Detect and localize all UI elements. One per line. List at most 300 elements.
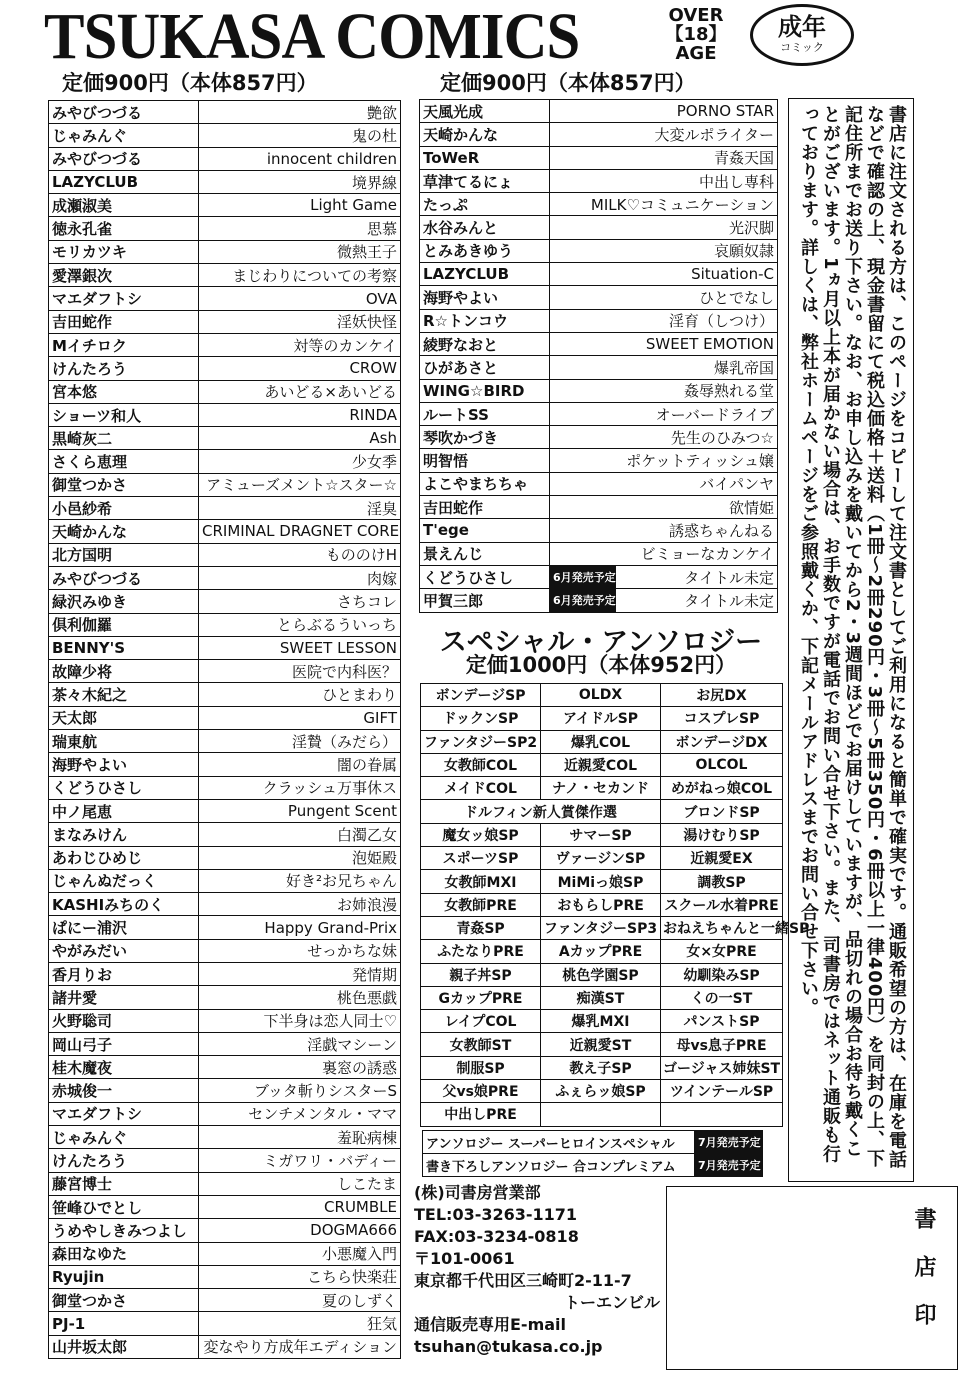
anthology-cell: ドルフィン新人賞傑作選 — [421, 800, 661, 823]
anthology-cell: 湯けむりSP — [661, 823, 783, 846]
anthology-cell: 近親愛ST — [541, 1033, 661, 1056]
title-cell: Happy Grand-Prix — [199, 916, 401, 939]
table-row — [49, 660, 401, 683]
special-anthology-heading: スペシャル・アンソロジー — [439, 627, 763, 658]
company-name: (株)司書房営業部 — [414, 1183, 541, 1202]
author-cell: 成瀬淑美 — [49, 194, 199, 217]
table-row — [49, 101, 401, 124]
table-row — [421, 800, 783, 823]
title-cell: 闇の眷属 — [199, 753, 401, 776]
title-cell: ビミョーなカンケイ — [550, 542, 778, 565]
release-badge: 6月発売予定 — [550, 565, 616, 588]
table-row — [49, 194, 401, 217]
title-cell: 大変ルポライター — [550, 123, 778, 146]
title-cell: とらぶるういっち — [199, 613, 401, 636]
title-cell: 微熱王子 — [199, 240, 401, 263]
table-row — [421, 1080, 783, 1103]
table-row — [49, 846, 401, 869]
author-cell: 茶々木紀之 — [49, 683, 199, 706]
title-cell: タイトル未定 — [616, 565, 778, 588]
title-cell: MILK♡コミュニケーション — [550, 193, 778, 216]
title-cell: 好き²お兄ちゃん — [199, 869, 401, 892]
table-row — [49, 1289, 401, 1312]
author-cell: じゃみんぐ — [49, 1126, 199, 1149]
anthology-cell: スポーツSP — [421, 847, 541, 870]
author-cell: 景えんじ — [420, 542, 550, 565]
over-18-line: 【18】 — [665, 24, 727, 45]
title-cell: 羞恥病棟 — [199, 1126, 401, 1149]
title-cell: innocent children — [199, 147, 401, 170]
anthology-cell: おもらしPRE — [541, 893, 661, 916]
table-row — [49, 566, 401, 589]
anthology-cell: 青姦SP — [421, 916, 541, 939]
anthology-cell: ふたなりPRE — [421, 940, 541, 963]
table-row — [49, 1219, 401, 1242]
title-cell: 淫妖快怪 — [199, 310, 401, 333]
contact-block — [414, 1182, 664, 1358]
author-cell: 北方国明 — [49, 543, 199, 566]
author-cell: 故障少将 — [49, 660, 199, 683]
anthology-cell: OLCOL — [661, 753, 783, 776]
table-row — [49, 497, 401, 520]
anthology-cell: 父vs娘PRE — [421, 1080, 541, 1103]
anthology-cell: お尻DX — [661, 684, 783, 707]
table-row — [49, 357, 401, 380]
author-cell: うめやしきみつよし — [49, 1219, 199, 1242]
title-cell: 対等のカンケイ — [199, 333, 401, 356]
table-row — [49, 1195, 401, 1218]
anthology-cell: 近親愛EX — [661, 847, 783, 870]
title-cell: まじわりについての考察 — [199, 264, 401, 287]
anthology-cell: 爆乳COL — [541, 730, 661, 753]
special-anthology-price: 定価1000円（本体952円） — [465, 653, 737, 677]
title-cell: 狂気 — [199, 1312, 401, 1335]
title-cell: センチメンタル・ママ — [199, 1102, 401, 1125]
author-cell: ひがあさと — [420, 356, 550, 379]
table-row — [420, 565, 778, 588]
table-row — [421, 893, 783, 916]
table-row — [421, 707, 783, 730]
table-row — [421, 753, 783, 776]
author-cell: 天風光成 — [420, 100, 550, 123]
author-cell: 天崎かんな — [420, 123, 550, 146]
price-left: 定価900円（本体857円） — [62, 71, 318, 95]
table-row — [49, 1335, 401, 1358]
table-row — [420, 356, 778, 379]
author-cell: 海野やよい — [420, 286, 550, 309]
table-row — [420, 263, 778, 286]
author-cell: 桂木魔夜 — [49, 1056, 199, 1079]
title-cell: 医院で内科医？ — [199, 660, 401, 683]
table-row — [421, 916, 783, 939]
title-cell: あいどる×あいどる — [199, 380, 401, 403]
title-cell: もののけH — [199, 543, 401, 566]
anthology-cell: ツインテールSP — [661, 1080, 783, 1103]
title-cell: PORNO STAR — [550, 100, 778, 123]
author-cell: 森田なゆた — [49, 1242, 199, 1265]
author-cell: モリカツキ — [49, 240, 199, 263]
title-cell: Situation-C — [550, 263, 778, 286]
anthology-cell: ドックンSP — [421, 707, 541, 730]
table-row — [49, 1056, 401, 1079]
title-cell: こちら快楽荘 — [199, 1265, 401, 1288]
anthology-cell: 親子丼SP — [421, 963, 541, 986]
title-cell: 思慕 — [199, 217, 401, 240]
author-cell: 中ノ尾恵 — [49, 799, 199, 822]
table-row — [49, 427, 401, 450]
author-cell: LAZYCLUB — [49, 170, 199, 193]
table-row — [421, 940, 783, 963]
title-cell: 泡姫殿 — [199, 846, 401, 869]
table-row — [49, 893, 401, 916]
title-cell: Light Game — [199, 194, 401, 217]
table-row — [49, 473, 401, 496]
title-cell: 哀願奴隷 — [550, 239, 778, 262]
release-badge: 7月発売予定 — [695, 1131, 763, 1154]
author-cell: 笹峰ひでとし — [49, 1195, 199, 1218]
anthology-cell: スクール水着PRE — [661, 893, 783, 916]
anthology-cell: 痴漢ST — [541, 986, 661, 1009]
title-cell: ブッタ斬りシスターS — [199, 1079, 401, 1102]
title-cell: Ash — [199, 427, 401, 450]
author-cell: マエダフトシ — [49, 1102, 199, 1125]
table-row — [420, 169, 778, 192]
table-row — [49, 776, 401, 799]
bookstore-stamp-label: 書店印 — [911, 1207, 936, 1351]
over-18-mark — [650, 6, 742, 66]
release-badge: 7月発売予定 — [695, 1154, 763, 1177]
anthology-cell: 桃色学園SP — [541, 963, 661, 986]
anthology-cell: MiMiっ娘SP — [541, 870, 661, 893]
release-badge: 6月発売予定 — [550, 589, 616, 612]
table-row — [49, 962, 401, 985]
anthology-cell: 制服SP — [421, 1056, 541, 1079]
author-cell: よこやまちちゃ — [420, 472, 550, 495]
title-cell: 淫育（しつけ） — [550, 309, 778, 332]
title-cell: アミューズメント☆スター☆ — [199, 473, 401, 496]
author-cell: Ryujin — [49, 1265, 199, 1288]
table-row — [421, 684, 783, 707]
anthology-cell: くの一ST — [661, 986, 783, 1009]
author-cell: LAZYCLUB — [420, 263, 550, 286]
table-row — [49, 170, 401, 193]
anthology-cell: 幼馴染みSP — [661, 963, 783, 986]
mid-title-list — [419, 99, 778, 613]
page-title: TSUKASA COMICS — [44, 0, 580, 73]
author-cell: みやびつづる — [49, 147, 199, 170]
title-cell: 変なやり方成年エディション — [199, 1335, 401, 1358]
author-cell: まなみけん — [49, 823, 199, 846]
author-cell: 愛澤銀次 — [49, 264, 199, 287]
table-row — [49, 520, 401, 543]
author-cell: 小邑紗希 — [49, 497, 199, 520]
table-row — [421, 1103, 783, 1126]
title-cell: 爆乳帝国 — [550, 356, 778, 379]
title-cell: 発情期 — [199, 962, 401, 985]
anthology-cell: 母vs息子PRE — [661, 1033, 783, 1056]
table-row — [420, 146, 778, 169]
anthology-cell — [661, 1103, 783, 1126]
title-cell: タイトル未定 — [616, 589, 778, 612]
table-row — [420, 542, 778, 565]
title-cell: CRIMINAL DRAGNET CORE — [199, 520, 401, 543]
fax-number: FAX:03-3234-0818 — [414, 1227, 579, 1246]
table-row — [420, 496, 778, 519]
table-row — [49, 264, 401, 287]
phone-number: TEL:03-3263-1171 — [414, 1205, 578, 1224]
author-cell: 藤宮博士 — [49, 1172, 199, 1195]
title-cell: 先生のひみつ☆ — [550, 426, 778, 449]
author-cell: PJ-1 — [49, 1312, 199, 1335]
title-cell: クラッシュ万事休ス — [199, 776, 401, 799]
author-cell: 岡山弓子 — [49, 1032, 199, 1055]
title-cell: 白濁乙女 — [199, 823, 401, 846]
anthology-cell: ゴージャス姉妹ST — [661, 1056, 783, 1079]
table-row — [49, 916, 401, 939]
anthology-cell: サマーSP — [541, 823, 661, 846]
anthology-cell: レイプCOL — [421, 1010, 541, 1033]
table-row — [423, 1154, 763, 1177]
table-row — [49, 1032, 401, 1055]
over-18-line: OVER — [668, 5, 724, 26]
table-row — [49, 613, 401, 636]
address: 東京都千代田区三崎町2-11-7 — [414, 1271, 632, 1290]
author-cell: 赤城俊一 — [49, 1079, 199, 1102]
upcoming-title: 書き下ろしアンソロジー 合コンプレミアム — [423, 1154, 695, 1177]
anthology-cell: 調教SP — [661, 870, 783, 893]
title-cell: 青姦天国 — [550, 146, 778, 169]
anthology-cell: 女教師ST — [421, 1033, 541, 1056]
title-cell: ひとでなし — [550, 286, 778, 309]
table-row — [49, 147, 401, 170]
table-row — [420, 239, 778, 262]
table-row — [49, 869, 401, 892]
anthology-cell: 女教師COL — [421, 753, 541, 776]
table-row — [420, 309, 778, 332]
table-row — [49, 380, 401, 403]
anthology-cell: 女×女PRE — [661, 940, 783, 963]
title-cell: 小悪魔入門 — [199, 1242, 401, 1265]
table-row — [49, 939, 401, 962]
author-cell: 甲賀三郎 — [420, 589, 550, 612]
author-cell: 吉田蛇作 — [420, 496, 550, 519]
table-row — [49, 1126, 401, 1149]
author-cell: けんたろう — [49, 357, 199, 380]
title-cell: CRUMBLE — [199, 1195, 401, 1218]
anthology-table — [420, 683, 810, 1127]
table-row — [421, 1010, 783, 1033]
author-cell: じゃんぬだっく — [49, 869, 199, 892]
table-row — [49, 753, 401, 776]
author-cell: 吉田蛇作 — [49, 310, 199, 333]
table-row — [49, 333, 401, 356]
table-row — [421, 986, 783, 1009]
author-cell: 綾野なおと — [420, 332, 550, 355]
table-row — [49, 124, 401, 147]
author-cell: 琴吹かづき — [420, 426, 550, 449]
author-cell: みやびつづる — [49, 566, 199, 589]
table-row — [49, 287, 401, 310]
title-cell: 下半身は恋人同士♡ — [199, 1009, 401, 1032]
title-cell: 艶欲 — [199, 101, 401, 124]
table-row — [423, 1131, 763, 1154]
anthology-cell: ナノ・セカンド — [541, 777, 661, 800]
table-row — [420, 519, 778, 542]
title-cell: CROW — [199, 357, 401, 380]
adult-badge-sub: コミック — [780, 41, 824, 54]
author-cell: ショーツ和人 — [49, 403, 199, 426]
author-cell: けんたろう — [49, 1149, 199, 1172]
table-row — [49, 450, 401, 473]
table-row — [421, 823, 783, 846]
author-cell: 海野やよい — [49, 753, 199, 776]
table-row — [49, 1312, 401, 1335]
title-cell: 誘惑ちゃんねる — [550, 519, 778, 542]
author-cell: 倶利伽羅 — [49, 613, 199, 636]
author-cell: R☆トンコウ — [420, 309, 550, 332]
anthology-cell: ファンタジーSP3 — [541, 916, 661, 939]
order-notice-box — [788, 98, 914, 1182]
title-cell: 淫戯マシーン — [199, 1032, 401, 1055]
table-row — [420, 472, 778, 495]
adult-comic-badge — [750, 4, 854, 66]
anthology-cell: コスプレSP — [661, 707, 783, 730]
author-cell: 明智悟 — [420, 449, 550, 472]
anthology-cell: 女教師PRE — [421, 893, 541, 916]
left-title-list — [48, 100, 401, 1359]
author-cell: 香月りお — [49, 962, 199, 985]
table-row — [420, 286, 778, 309]
title-cell: 光沢脚 — [550, 216, 778, 239]
title-cell: 境界線 — [199, 170, 401, 193]
table-row — [420, 216, 778, 239]
title-cell: 桃色悪戯 — [199, 986, 401, 1009]
table-row — [420, 379, 778, 402]
author-cell: あわじひめじ — [49, 846, 199, 869]
title-cell: Pungent Scent — [199, 799, 401, 822]
anthology-cell: ボンデージDX — [661, 730, 783, 753]
title-cell: 欲情姫 — [550, 496, 778, 519]
author-cell: 火野聡司 — [49, 1009, 199, 1032]
author-cell: 御堂つかさ — [49, 473, 199, 496]
table-row — [420, 123, 778, 146]
postal-code: 〒101-0061 — [414, 1249, 515, 1268]
author-cell: 草津てるにょ — [420, 169, 550, 192]
anthology-cell: GカップPRE — [421, 986, 541, 1009]
table-row — [49, 1009, 401, 1032]
anthology-cell: ふぇらッ娘SP — [541, 1080, 661, 1103]
title-cell: 淫臭 — [199, 497, 401, 520]
author-cell: KASHIみちのく — [49, 893, 199, 916]
anthology-cell: アイドルSP — [541, 707, 661, 730]
table-row — [49, 1242, 401, 1265]
table-row — [49, 1172, 401, 1195]
author-cell: くどうひさし — [420, 565, 550, 588]
price-right: 定価900円（本体857円） — [440, 71, 696, 95]
title-cell: しこたま — [199, 1172, 401, 1195]
author-cell: ルートSS — [420, 402, 550, 425]
anthology-cell: 女教師MXI — [421, 870, 541, 893]
table-row — [421, 1056, 783, 1079]
title-cell: バイパンヤ — [550, 472, 778, 495]
author-cell: 諸井愛 — [49, 986, 199, 1009]
title-cell: オーバードライブ — [550, 402, 778, 425]
title-cell: 肉嫁 — [199, 566, 401, 589]
title-cell: RINDA — [199, 403, 401, 426]
anthology-cell: AカップPRE — [541, 940, 661, 963]
table-row — [49, 683, 401, 706]
author-cell: ぱにー浦沢 — [49, 916, 199, 939]
title-cell: せっかちな妹 — [199, 939, 401, 962]
upcoming-title: アンソロジー スーパーヒロインスペシャル — [423, 1131, 695, 1154]
anthology-cell: おねえちゃんと一緒SP — [661, 916, 783, 939]
title-cell: 少女季 — [199, 450, 401, 473]
anthology-cell: 教え子SP — [541, 1056, 661, 1079]
email-label: 通信販売専用E-mail — [414, 1315, 567, 1334]
author-cell: 天崎かんな — [49, 520, 199, 543]
anthology-cell: 中出しPRE — [421, 1103, 541, 1126]
table-row — [49, 1265, 401, 1288]
author-cell: さくら恵理 — [49, 450, 199, 473]
title-cell: SWEET LESSON — [199, 636, 401, 659]
anthology-cell: ボンデージSP — [421, 684, 541, 707]
table-row — [49, 706, 401, 729]
author-cell: BENNY'S — [49, 636, 199, 659]
anthology-cell: ファンタジーSP2 — [421, 730, 541, 753]
table-row — [49, 1149, 401, 1172]
anthology-cell: ヴァージンSP — [541, 847, 661, 870]
author-cell: WING☆BIRD — [420, 379, 550, 402]
table-row — [49, 310, 401, 333]
author-cell: 水谷みんと — [420, 216, 550, 239]
title-cell: 夏のしずく — [199, 1289, 401, 1312]
table-row — [421, 847, 783, 870]
table-row — [49, 1102, 401, 1125]
table-row — [420, 193, 778, 216]
table-row — [49, 1079, 401, 1102]
anthology-cell: ブロンドSP — [661, 800, 783, 823]
table-row — [420, 402, 778, 425]
anthology-cell: 魔女ッ娘SP — [421, 823, 541, 846]
title-cell: さちコレ — [199, 590, 401, 613]
anthology-cell: めがねっ娘COL — [661, 777, 783, 800]
upcoming-anthology-table — [422, 1130, 763, 1177]
title-cell: お姉浪漫 — [199, 893, 401, 916]
author-cell: 瑞東航 — [49, 730, 199, 753]
table-row — [49, 823, 401, 846]
author-cell: 御堂つかさ — [49, 1289, 199, 1312]
author-cell: やがみだい — [49, 939, 199, 962]
title-cell: DOGMA666 — [199, 1219, 401, 1242]
author-cell: じゃみんぐ — [49, 124, 199, 147]
anthology-cell: 爆乳MXI — [541, 1010, 661, 1033]
title-cell: ポケットティッシュ嬢 — [550, 449, 778, 472]
author-cell: 天太郎 — [49, 706, 199, 729]
title-cell: ミガワリ・バディー — [199, 1149, 401, 1172]
table-row — [421, 870, 783, 893]
table-row — [420, 449, 778, 472]
table-row — [49, 543, 401, 566]
table-row — [420, 426, 778, 449]
author-cell: みやびつづる — [49, 101, 199, 124]
author-cell: たっぷ — [420, 193, 550, 216]
author-cell: Mイチロク — [49, 333, 199, 356]
table-row — [49, 217, 401, 240]
title-cell: SWEET EMOTION — [550, 332, 778, 355]
author-cell: 徳永孔雀 — [49, 217, 199, 240]
author-cell: とみあきゆう — [420, 239, 550, 262]
author-cell: マエダフトシ — [49, 287, 199, 310]
